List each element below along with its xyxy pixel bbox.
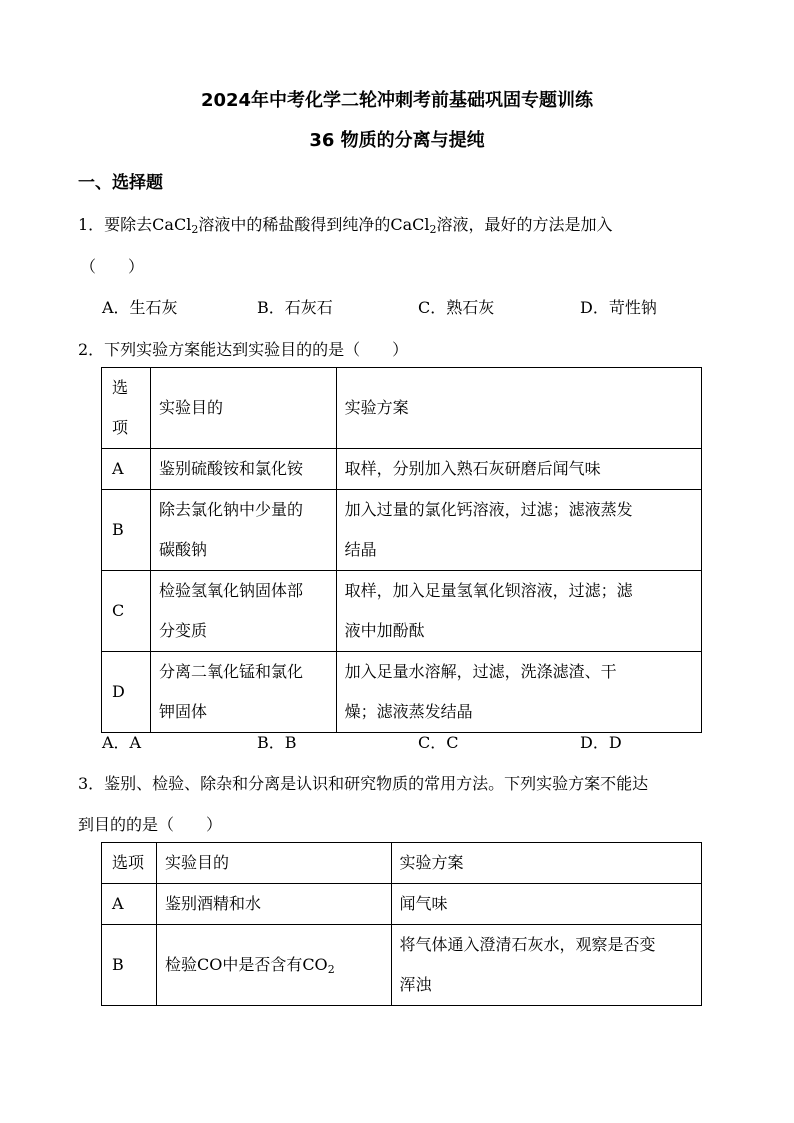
question-3-table — [101, 842, 702, 1006]
q1-option-b[interactable]: B．石灰石 — [257, 298, 333, 317]
question-2-table — [101, 367, 702, 733]
table-header-row — [102, 368, 702, 449]
q1-option-a[interactable]: A．生石灰 — [102, 298, 178, 317]
row-code: A — [102, 884, 157, 925]
row-code: C — [102, 571, 151, 652]
q1-option-d[interactable]: D．苛性钠 — [580, 298, 657, 317]
row-plan: 取样，加入足量氢氧化钡溶液，过滤；滤 液中加酚酞 — [336, 571, 701, 652]
table-row — [102, 652, 702, 733]
row-code: D — [102, 652, 151, 733]
row-code: A — [102, 449, 151, 490]
row-code: B — [102, 925, 157, 1006]
table-row — [102, 449, 702, 490]
row-plan: 取样，分别加入熟石灰研磨后闻气味 — [336, 449, 701, 490]
q2-option-c[interactable]: C．C — [418, 733, 459, 752]
header-purpose: 实验目的 — [150, 368, 336, 449]
row-purpose: 鉴别硫酸铵和氯化铵 — [150, 449, 336, 490]
row-plan: 闻气味 — [391, 884, 701, 925]
header-option: 选项 — [102, 843, 157, 884]
row-plan: 加入足量水溶解，过滤，洗涤滤渣、干 燥；滤液蒸发结晶 — [336, 652, 701, 733]
row-plan: 将气体通入澄清石灰水，观察是否变 浑浊 — [391, 925, 701, 1006]
document-subtitle: 36 物质的分离与提纯 — [309, 130, 485, 151]
question-3-stem-line1: 3．鉴别、检验、除杂和分离是认识和研究物质的常用方法。下列实验方案不能达 — [78, 774, 649, 793]
q2-option-d[interactable]: D．D — [580, 733, 622, 752]
row-plan: 加入过量的氯化钙溶液，过滤；滤液蒸发 结晶 — [336, 490, 701, 571]
table-row — [102, 490, 702, 571]
q2-option-b[interactable]: B．B — [257, 733, 297, 752]
header-option: 选项 — [102, 368, 151, 449]
question-3-stem-line2: 到目的的是（ ） — [78, 815, 223, 834]
table-row — [102, 884, 702, 925]
row-purpose: 检验CO中是否含有$CO_2$ — [156, 925, 391, 1006]
q1-option-c[interactable]: C．熟石灰 — [418, 298, 495, 317]
header-plan: 实验方案 — [336, 368, 701, 449]
table-row — [102, 925, 702, 1006]
row-purpose: 除去氯化钠中少量的 碳酸钠 — [150, 490, 336, 571]
document-title: 2024年中考化学二轮冲刺考前基础巩固专题训练 — [200, 90, 594, 111]
row-code: B — [102, 490, 151, 571]
row-purpose: 分离二氧化锰和氯化 钾固体 — [150, 652, 336, 733]
section-heading: 一、选择题 — [78, 173, 163, 193]
question-1-stem: 1．要除去CaCl$_2$溶液中的稀盐酸得到纯净的CaCl$_2$溶液，最好的方法是加入 — [78, 215, 613, 236]
question-2-stem: 2．下列实验方案能达到实验目的的是（ ） — [78, 340, 409, 359]
header-plan: 实验方案 — [391, 843, 701, 884]
table-header-row — [102, 843, 702, 884]
header-purpose: 实验目的 — [156, 843, 391, 884]
q2-option-a[interactable]: A．A — [102, 733, 142, 752]
question-1-paren: （ ） — [80, 257, 145, 276]
row-purpose: 检验氢氧化钠固体部 分变质 — [150, 571, 336, 652]
row-purpose: 鉴别酒精和水 — [156, 884, 391, 925]
table-row — [102, 571, 702, 652]
